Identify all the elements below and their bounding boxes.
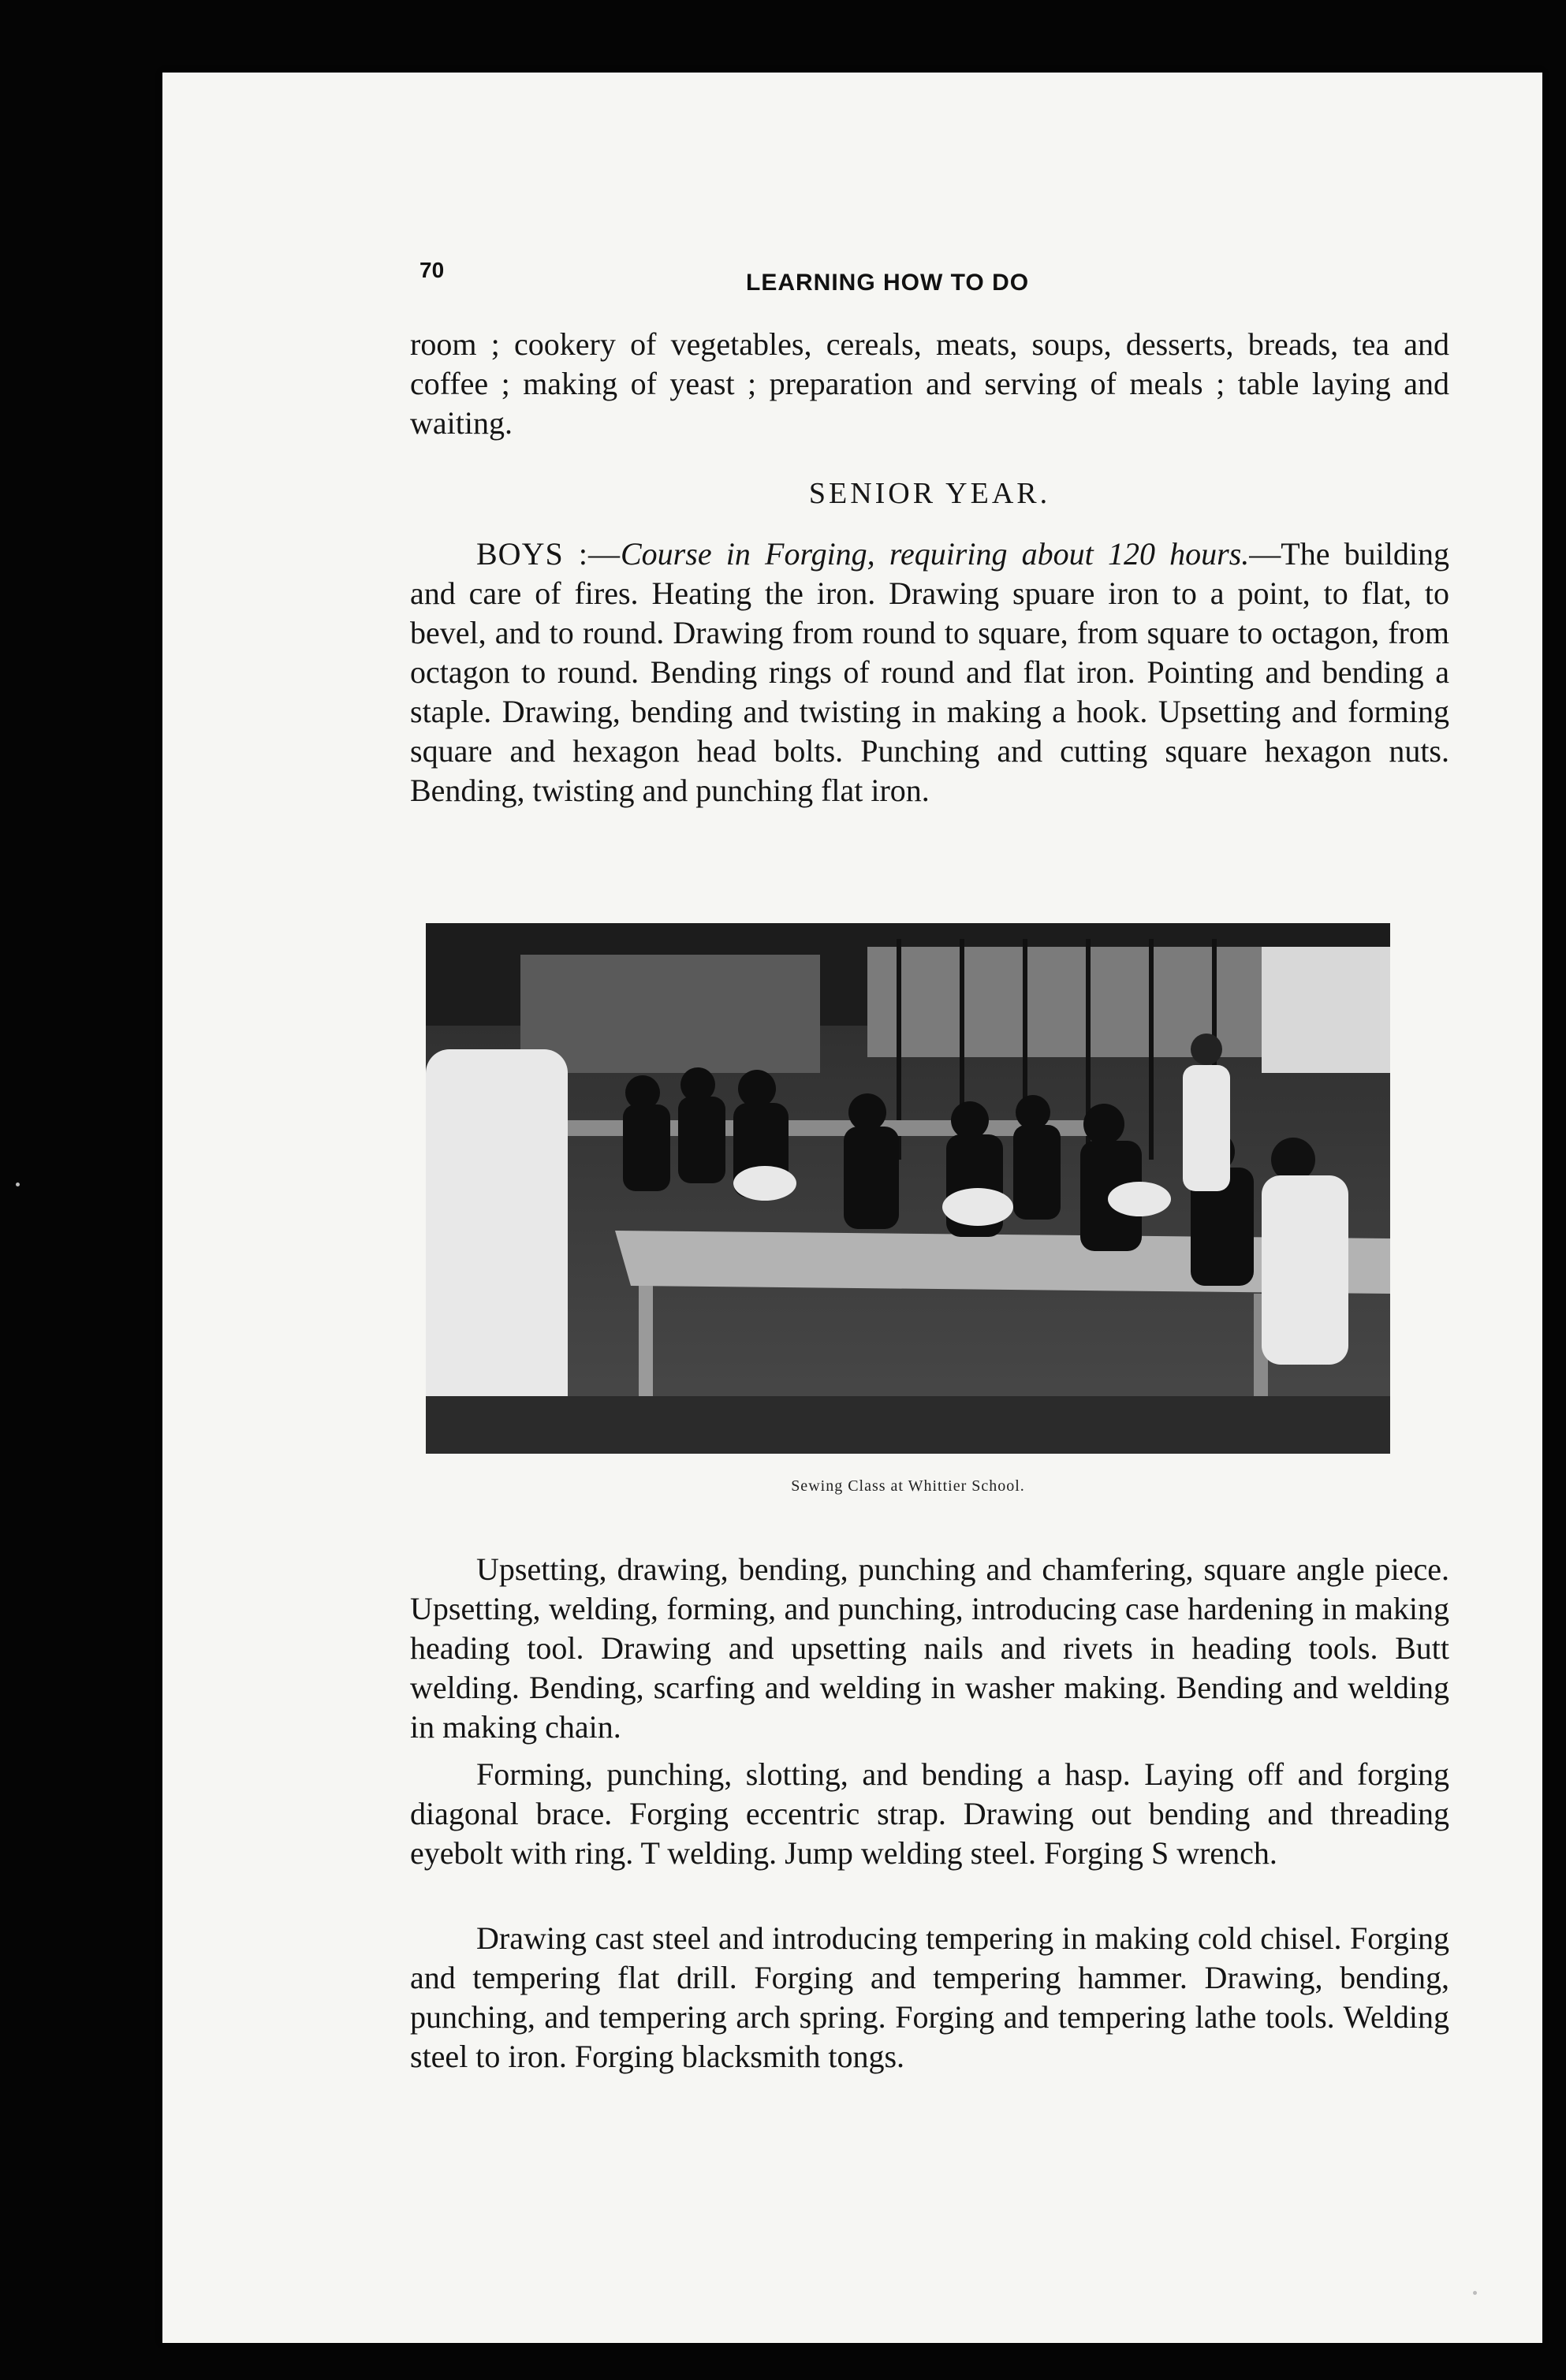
- upsetting-paragraph: Upsetting, drawing, bending, punching and chamfering, square angle piece. Upsetting, welding, forming, and punching, introducing case hardening in making heading tool. Drawing and upsetting nails and rivets in heading tools. Butt welding. Bending, scarfing and welding in washer making. Bending and welding in making chain.: [410, 1551, 1449, 1745]
- boys-label: BOYS :—: [476, 536, 621, 572]
- photo-caption: Sewing Class at Whittier School.: [791, 1477, 1025, 1495]
- sewing-class-photo: [426, 923, 1390, 1454]
- page-number: 70: [419, 258, 445, 282]
- scan-speck: [1473, 2291, 1477, 2295]
- drawing-paragraph: Drawing cast steel and introducing tempering in making cold chisel. Forging and tempering flat drill. Forging and tempering hammer. Drawing, bending, punching, and tempering arch spring. Forging and tempering lathe tools. Welding steel to iron. Forging blacksmith tongs.: [410, 1920, 1449, 2074]
- boys-course-paragraph: [410, 534, 1449, 810]
- forming-paragraph: Forming, punching, slotting, and bending a hasp. Laying off and forging diagonal brace. Forging eccentric strap. Drawing out bending and threading eyebolt with ring. T welding. Jump welding steel. Forging S wrench.: [410, 1756, 1449, 1871]
- section-heading: SENIOR YEAR.: [808, 477, 1051, 510]
- course-description: —The building and care of fires. Heating the iron. Drawing spuare iron to a point, to flat, to bevel, and to round. Drawing from round to square, from square to octagon, from octagon to round. Bending rings of round and flat iron. Pointing and bending a staple. Drawing, bending and twisting in making a hook. Upsetting and forming square and hexagon head bolts. Punching and cutting square hexagon nuts. Bending, twisting and punching flat iron.: [410, 536, 1450, 808]
- intro-paragraph: room ; cookery of vegetables, cereals, meats, soups, desserts, breads, tea and coffee ; making of yeast ; preparation and serving of meals ; table laying and waiting.: [410, 326, 1449, 441]
- running-title: LEARNING HOW TO DO: [746, 270, 1030, 296]
- scan-speck: [16, 1183, 20, 1186]
- course-title: Course in Forging, requiring about 120 hours.: [621, 536, 1250, 572]
- photo-illustration: [426, 923, 1390, 1454]
